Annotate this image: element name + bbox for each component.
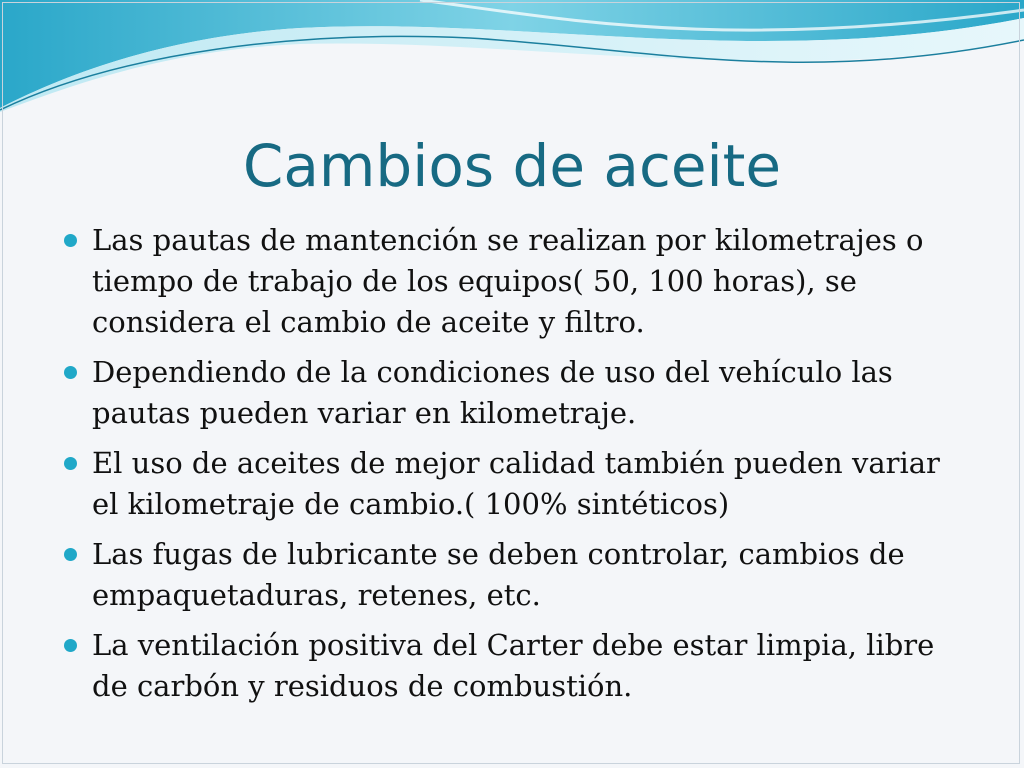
bullet-text: La ventilación positiva del Carter debe estar limpia, libre de carbón y residuos de combustión.	[92, 628, 935, 703]
header-wave-decoration	[0, 0, 1024, 120]
bullet-text: Las fugas de lubricante se deben controlar, cambios de empaquetaduras, retenes, etc.	[92, 537, 905, 612]
bullet-item	[64, 352, 964, 434]
bullet-text: El uso de aceites de mejor calidad también pueden variar el kilometraje de cambio.( 100% sintéticos)	[92, 446, 940, 521]
bullet-text: Dependiendo de la condiciones de uso del vehículo las pautas pueden variar en kilometraje.	[92, 355, 893, 430]
bullet-dot-icon	[64, 457, 77, 470]
bullet-item	[64, 220, 964, 343]
bullet-dot-icon	[64, 234, 77, 247]
bullet-item	[64, 534, 964, 616]
bullet-item	[64, 443, 964, 525]
slide-title: Cambios de aceite	[242, 132, 782, 200]
bullet-dot-icon	[64, 366, 77, 379]
bullet-dot-icon	[64, 548, 77, 561]
bullet-dot-icon	[64, 639, 77, 652]
bullet-list	[64, 220, 964, 716]
bullet-text: Las pautas de mantención se realizan por kilometrajes o tiempo de trabajo de los equipos( 50, 100 horas), se considera el cambio de aceite y filtro.	[92, 223, 924, 339]
bullet-item	[64, 625, 964, 707]
